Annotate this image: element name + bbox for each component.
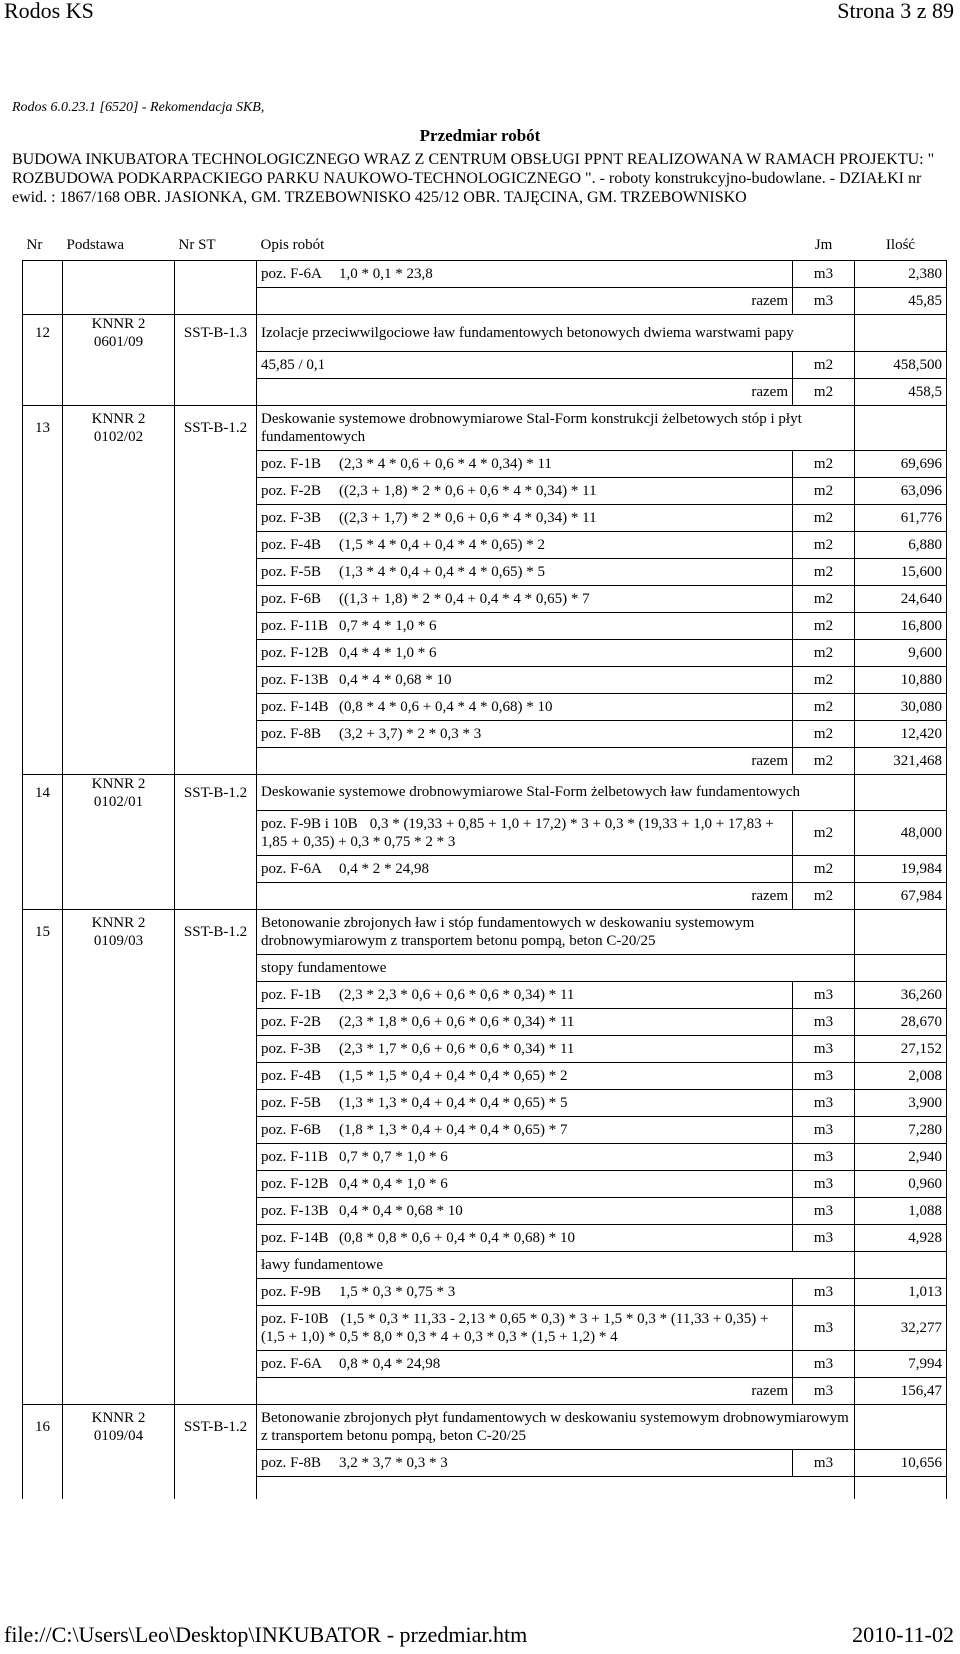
calc-row: [23, 811, 947, 856]
calc-quantity: 7,280: [855, 1117, 947, 1144]
sum-unit: m3: [793, 288, 855, 315]
calc-unit: m3: [793, 1036, 855, 1063]
sum-row: [23, 288, 947, 315]
calc-quantity: 2,380: [855, 261, 947, 288]
calc-unit: m3: [793, 1171, 855, 1198]
sum-quantity: 156,47: [855, 1378, 947, 1405]
calc-position: poz. F-11B: [261, 1149, 328, 1165]
calc-unit: m2: [793, 585, 855, 612]
item-row: [23, 315, 947, 352]
calc-position: poz. F-11B: [261, 617, 328, 634]
calc-row: [23, 982, 947, 1009]
item-description: Betonowanie zbrojonych ław i stóp fundamentowych w deskowaniu systemowym drobnowymiarowym z transportem betonu pompą, beton C-20/25: [257, 910, 855, 955]
calc-row: [23, 1225, 947, 1252]
calc-expression: [257, 1450, 793, 1477]
calc-quantity: 28,670: [855, 1009, 947, 1036]
calc-expression: [257, 1090, 793, 1117]
calc-formula: 0,4 * 4 * 0,68 * 10: [339, 671, 452, 688]
item-number: 12: [23, 315, 63, 352]
calc-quantity: 0,960: [855, 1171, 947, 1198]
calc-quantity: 16,800: [855, 612, 947, 639]
calc-unit: m2: [793, 558, 855, 585]
calc-formula: ((1,3 + 1,8) * 2 * 0,4 + 0,4 * 4 * 0,65) * 7: [339, 590, 590, 607]
calc-formula: (1,8 * 1,3 * 0,4 + 0,4 * 0,4 * 0,65) * 7: [339, 1122, 568, 1138]
sum-row: [23, 378, 947, 405]
table-tail: [23, 1477, 947, 1500]
sum-quantity: 67,984: [855, 883, 947, 910]
calc-formula: (3,2 + 3,7) * 2 * 0,3 * 3: [339, 725, 482, 742]
calc-expression: [257, 612, 793, 639]
calc-unit: m3: [793, 1351, 855, 1378]
calc-expression: [257, 1351, 793, 1378]
calc-unit: m2: [793, 504, 855, 531]
calc-expression: [257, 856, 793, 883]
sum-label: razem: [735, 883, 793, 910]
calc-quantity: 69,696: [855, 450, 947, 477]
calc-unit: m3: [793, 1225, 855, 1252]
calc-unit: m3: [793, 1063, 855, 1090]
calc-quantity: 10,880: [855, 666, 947, 693]
basis-catalog: KNNR 2: [91, 775, 146, 792]
calc-position: poz. F-2B: [261, 482, 321, 499]
calc-unit: m2: [793, 720, 855, 747]
calc-quantity: 2,940: [855, 1144, 947, 1171]
calc-unit: m2: [793, 612, 855, 639]
basis-code: 0102/02: [93, 428, 144, 445]
calc-position: poz. F-3B: [261, 509, 321, 526]
calc-unit: m3: [793, 1009, 855, 1036]
calc-formula: 0,4 * 2 * 24,98: [339, 861, 429, 877]
section-label-row: [23, 955, 947, 982]
calc-quantity: 7,994: [855, 1351, 947, 1378]
sum-row: [23, 1378, 947, 1405]
calc-row: [23, 1351, 947, 1378]
calc-expression: [257, 1063, 793, 1090]
calc-unit: m2: [793, 531, 855, 558]
calc-row: [23, 1144, 947, 1171]
calc-position: poz. F-6A: [261, 1356, 322, 1372]
basis-catalog: KNNR 2: [91, 316, 146, 332]
basis-code: 0109/04: [93, 1428, 144, 1445]
calc-position: poz. F-13B: [261, 1203, 329, 1219]
calc-quantity: 32,277: [855, 1306, 947, 1351]
calc-row: [23, 531, 947, 558]
calc-formula: (2,3 * 2,3 * 0,6 + 0,6 * 0,6 * 0,34) * 11: [339, 987, 575, 1003]
basis-catalog: KNNR 2: [91, 915, 146, 932]
calc-row: [23, 1171, 947, 1198]
item-description: Deskowanie systemowe drobnowymiarowe Stal-Form konstrukcji żelbetowych stóp i płyt fundamentowych: [257, 405, 855, 450]
calc-expression: [257, 1225, 793, 1252]
calc-position: poz. F-6A: [261, 861, 322, 877]
calc-expression: [257, 1036, 793, 1063]
calc-row: [23, 720, 947, 747]
calc-quantity: 9,600: [855, 639, 947, 666]
calc-formula: (1,3 * 4 * 0,4 + 0,4 * 4 * 0,65) * 5: [339, 563, 545, 580]
calc-unit: m3: [793, 1090, 855, 1117]
item-number: 16: [23, 1405, 63, 1450]
calc-formula: (1,5 * 1,5 * 0,4 + 0,4 * 0,4 * 0,65) * 2: [339, 1068, 568, 1084]
calc-row: [23, 351, 947, 378]
calc-formula: 0,8 * 0,4 * 24,98: [339, 1356, 441, 1372]
calc-position: poz. F-13B: [261, 671, 329, 688]
item-spec: SST-B-1.3: [175, 315, 257, 352]
calc-expression: [257, 693, 793, 720]
calc-position: poz. F-9B i 10B: [261, 816, 358, 832]
calc-formula: (1,5 * 0,3 * 11,33 - 2,13 * 0,65 * 0,3) * 3 + 1,5 * 0,3 * (11,33 + 0,35) + (1,5 + 1,0) * 0,5 * 8,0 * 0,3 * 4 + 0,3 * 0,3 * (1,5 + 1,2) * 4: [261, 1311, 769, 1345]
item-number: 14: [23, 774, 63, 811]
item-spec: SST-B-1.2: [175, 1405, 257, 1450]
calc-row: [23, 585, 947, 612]
calc-expression: [257, 1009, 793, 1036]
calc-quantity: 458,500: [855, 351, 947, 378]
calc-position: poz. F-12B: [261, 644, 329, 661]
calc-unit: m2: [793, 450, 855, 477]
item-spec: SST-B-1.2: [175, 910, 257, 955]
calc-expression: [257, 1144, 793, 1171]
calc-quantity: 6,880: [855, 531, 947, 558]
calc-expression: [257, 450, 793, 477]
calc-expression: [257, 504, 793, 531]
calc-quantity: 1,088: [855, 1198, 947, 1225]
sum-quantity: 321,468: [855, 747, 947, 774]
calc-row: [23, 558, 947, 585]
basis-code: 0102/01: [93, 793, 144, 810]
file-path: file://C:\Users\Leo\Desktop\INKUBATOR - przedmiar.htm: [4, 1622, 528, 1647]
sum-row: [23, 747, 947, 774]
item-description: Izolacje przeciwwilgociowe ław fundamentowych betonowych dwiema warstwami papy: [257, 315, 855, 352]
calc-expression: [257, 1198, 793, 1225]
calc-unit: m2: [793, 856, 855, 883]
calc-position: poz. F-9B: [261, 1284, 321, 1300]
calc-unit: m2: [793, 639, 855, 666]
calc-row: [23, 1036, 947, 1063]
item-basis: [63, 774, 175, 811]
basis-catalog: KNNR 2: [91, 410, 146, 427]
calc-position: poz. F-6A: [261, 266, 322, 282]
calc-position: poz. F-4B: [261, 1068, 321, 1084]
sum-label: razem: [735, 747, 793, 774]
sum-quantity: 458,5: [855, 378, 947, 405]
calc-row: [23, 1279, 947, 1306]
program-info: Rodos 6.0.23.1 [6520] - Rekomendacja SKB,: [12, 100, 265, 115]
item-basis: [63, 1405, 175, 1450]
calc-position: poz. F-8B: [261, 1455, 321, 1471]
calc-position: poz. F-14B: [261, 1230, 329, 1246]
calc-position: poz. F-14B: [261, 698, 329, 715]
calc-unit: m3: [793, 1450, 855, 1477]
col-nr: Nr: [23, 230, 63, 261]
calc-position: poz. F-5B: [261, 563, 321, 580]
sum-quantity: 45,85: [855, 288, 947, 315]
sum-unit: m2: [793, 378, 855, 405]
calc-position: poz. F-1B: [261, 987, 321, 1003]
calc-formula: 0,3 * (19,33 + 0,85 + 1,0 + 17,2) * 3 + 0,3 * (19,33 + 1,0 + 17,83 + 1,85 + 0,35) + 0,3 * 0,75 * 2 * 3: [261, 816, 774, 850]
calc-quantity: 24,640: [855, 585, 947, 612]
calc-expression: [257, 639, 793, 666]
calc-unit: m3: [793, 1117, 855, 1144]
calc-expression: [257, 558, 793, 585]
basis-catalog: KNNR 2: [91, 1410, 146, 1427]
calc-formula: (2,3 * 1,8 * 0,6 + 0,6 * 0,6 * 0,34) * 11: [339, 1014, 575, 1030]
item-basis: [63, 910, 175, 955]
calc-formula: 1,5 * 0,3 * 0,75 * 3: [339, 1284, 456, 1300]
calc-position: poz. F-12B: [261, 1176, 329, 1192]
item-basis: [63, 405, 175, 450]
calc-unit: m3: [793, 1306, 855, 1351]
calc-row: [23, 666, 947, 693]
calc-expression: [257, 531, 793, 558]
item-row: [23, 1405, 947, 1450]
calc-formula: 1,0 * 0,1 * 23,8: [339, 266, 433, 282]
calc-unit: m2: [793, 477, 855, 504]
calc-expression: [257, 1171, 793, 1198]
print-header: [0, 0, 960, 28]
sum-unit: m3: [793, 1378, 855, 1405]
calc-expression: [257, 982, 793, 1009]
calc-position: poz. F-6B: [261, 1122, 321, 1138]
calc-expression: [257, 1117, 793, 1144]
item-basis: [63, 315, 175, 352]
calc-quantity: 48,000: [855, 811, 947, 856]
calc-expression: [257, 666, 793, 693]
section-label: ławy fundamentowe: [257, 1252, 855, 1279]
calc-unit: m3: [793, 261, 855, 288]
calc-formula: (2,3 * 4 * 0,6 + 0,6 * 4 * 0,34) * 11: [339, 455, 552, 472]
calc-quantity: 2,008: [855, 1063, 947, 1090]
calc-unit: m3: [793, 1198, 855, 1225]
calc-formula: (1,5 * 4 * 0,4 + 0,4 * 4 * 0,65) * 2: [339, 536, 545, 553]
calc-row: [23, 477, 947, 504]
col-nrst: Nr ST: [175, 230, 257, 261]
calc-unit: m2: [793, 351, 855, 378]
calc-expression: [257, 477, 793, 504]
document-title: Przedmiar robót: [419, 126, 541, 145]
calc-formula: (1,3 * 1,3 * 0,4 + 0,4 * 0,4 * 0,65) * 5: [339, 1095, 568, 1111]
calc-formula: (0,8 * 4 * 0,6 + 0,4 * 4 * 0,68) * 10: [339, 698, 553, 715]
item-spec: SST-B-1.2: [175, 405, 257, 450]
sum-label: razem: [735, 288, 793, 315]
calc-row: [23, 450, 947, 477]
calc-unit: m3: [793, 1144, 855, 1171]
calc-formula: 0,4 * 0,4 * 0,68 * 10: [339, 1203, 463, 1219]
calc-quantity: 1,013: [855, 1279, 947, 1306]
item-description: Deskowanie systemowe drobnowymiarowe Stal-Form żelbetowych ław fundamentowych: [257, 774, 855, 811]
calc-quantity: 10,656: [855, 1450, 947, 1477]
calc-position: poz. F-2B: [261, 1014, 321, 1030]
calc-unit: m3: [793, 1279, 855, 1306]
calc-row: [23, 1090, 947, 1117]
calc-quantity: 30,080: [855, 693, 947, 720]
calc-formula: 0,4 * 0,4 * 1,0 * 6: [339, 1176, 448, 1192]
calc-quantity: 4,928: [855, 1225, 947, 1252]
calc-row: [23, 261, 947, 288]
calc-unit: m2: [793, 693, 855, 720]
calc-unit: m2: [793, 666, 855, 693]
basis-code: 0601/09: [93, 334, 144, 350]
page-number: Strona 3 z 89: [837, 0, 954, 23]
calc-row: [23, 1450, 947, 1477]
sum-label: razem: [735, 1378, 793, 1405]
calc-formula: (2,3 * 1,7 * 0,6 + 0,6 * 0,6 * 0,34) * 11: [339, 1041, 575, 1057]
app-title: Rodos KS: [4, 0, 94, 23]
calc-quantity: 3,900: [855, 1090, 947, 1117]
calc-formula: (0,8 * 0,8 * 0,6 + 0,4 * 0,4 * 0,68) * 10: [339, 1230, 575, 1246]
sum-unit: m2: [793, 747, 855, 774]
section-label-row: [23, 1252, 947, 1279]
calc-quantity: 19,984: [855, 856, 947, 883]
calc-formula: ((2,3 + 1,7) * 2 * 0,6 + 0,6 * 4 * 0,34) * 11: [339, 509, 597, 526]
calc-unit: m3: [793, 982, 855, 1009]
calc-row: [23, 1198, 947, 1225]
calc-row: [23, 639, 947, 666]
section-label: stopy fundamentowe: [257, 955, 855, 982]
calc-quantity: 36,260: [855, 982, 947, 1009]
calc-position: poz. F-6B: [261, 590, 321, 607]
calc-expression: [257, 351, 793, 378]
calc-formula: 0,7 * 0,7 * 1,0 * 6: [339, 1149, 448, 1165]
calc-expression: [257, 1279, 793, 1306]
item-row: [23, 910, 947, 955]
print-date: 2010-11-02: [852, 1622, 954, 1647]
calc-row: [23, 1009, 947, 1036]
calc-formula: 3,2 * 3,7 * 0,3 * 3: [339, 1455, 448, 1471]
basis-code: 0109/03: [93, 933, 144, 950]
calc-expression: [257, 261, 793, 288]
calc-position: poz. F-10B: [261, 1311, 329, 1327]
calc-formula: 0,4 * 4 * 1,0 * 6: [339, 644, 437, 661]
calc-expression: [257, 1306, 793, 1351]
calc-row: [23, 504, 947, 531]
calc-row: [23, 693, 947, 720]
calc-row: [23, 1117, 947, 1144]
calc-position: poz. F-5B: [261, 1095, 321, 1111]
calc-row: [23, 612, 947, 639]
calc-quantity: 63,096: [855, 477, 947, 504]
calc-position: 45,85 / 0,1: [261, 356, 326, 373]
item-number: 15: [23, 910, 63, 955]
sum-row: [23, 883, 947, 910]
item-description: Betonowanie zbrojonych płyt fundamentowych w deskowaniu systemowym drobnowymiarowym z transportem betonu pompą, beton C-20/25: [257, 1405, 855, 1450]
project-description: BUDOWA INKUBATORA TECHNOLOGICZNEGO WRAZ Z CENTRUM OBSŁUGI PPNT REALIZOWANA W RAMACH PROJEKTU: " ROZBUDOWA PODKARPACKIEGO PARKU NAUKOWO-TECHNOLOGICZNEGO ". - roboty konstrukcyjno-budowlane. - DZIAŁKI nr ewid. : 1867/168 OBR. JASIONKA, GM. TRZEBOWNISKO 425/12 OBR. TAJĘCINA, GM. TRZEBOWNISKO: [12, 151, 935, 206]
table-header-row: [23, 230, 947, 261]
item-number: 13: [23, 405, 63, 450]
calc-unit: m2: [793, 811, 855, 856]
item-row: [23, 405, 947, 450]
item-spec: SST-B-1.2: [175, 774, 257, 811]
calc-quantity: 12,420: [855, 720, 947, 747]
calc-position: poz. F-8B: [261, 725, 321, 742]
col-podstawa: Podstawa: [63, 230, 175, 261]
item-row: [23, 774, 947, 811]
calc-position: poz. F-4B: [261, 536, 321, 553]
calc-expression: [257, 720, 793, 747]
calc-expression: [257, 585, 793, 612]
col-opis: Opis robót: [257, 230, 735, 261]
sum-unit: m2: [793, 883, 855, 910]
col-ilosc: Ilość: [855, 230, 947, 261]
sum-label: razem: [735, 378, 793, 405]
calc-position: poz. F-3B: [261, 1041, 321, 1057]
calc-row: [23, 1306, 947, 1351]
calc-quantity: 27,152: [855, 1036, 947, 1063]
calc-position: poz. F-1B: [261, 455, 321, 472]
calc-expression: [257, 811, 793, 856]
calc-row: [23, 1063, 947, 1090]
col-jm: Jm: [793, 230, 855, 261]
estimate-table: [22, 230, 946, 1499]
calc-quantity: 15,600: [855, 558, 947, 585]
calc-formula: ((2,3 + 1,8) * 2 * 0,6 + 0,6 * 4 * 0,34) * 11: [339, 482, 597, 499]
calc-quantity: 61,776: [855, 504, 947, 531]
calc-formula: 0,7 * 4 * 1,0 * 6: [339, 617, 437, 634]
calc-row: [23, 856, 947, 883]
